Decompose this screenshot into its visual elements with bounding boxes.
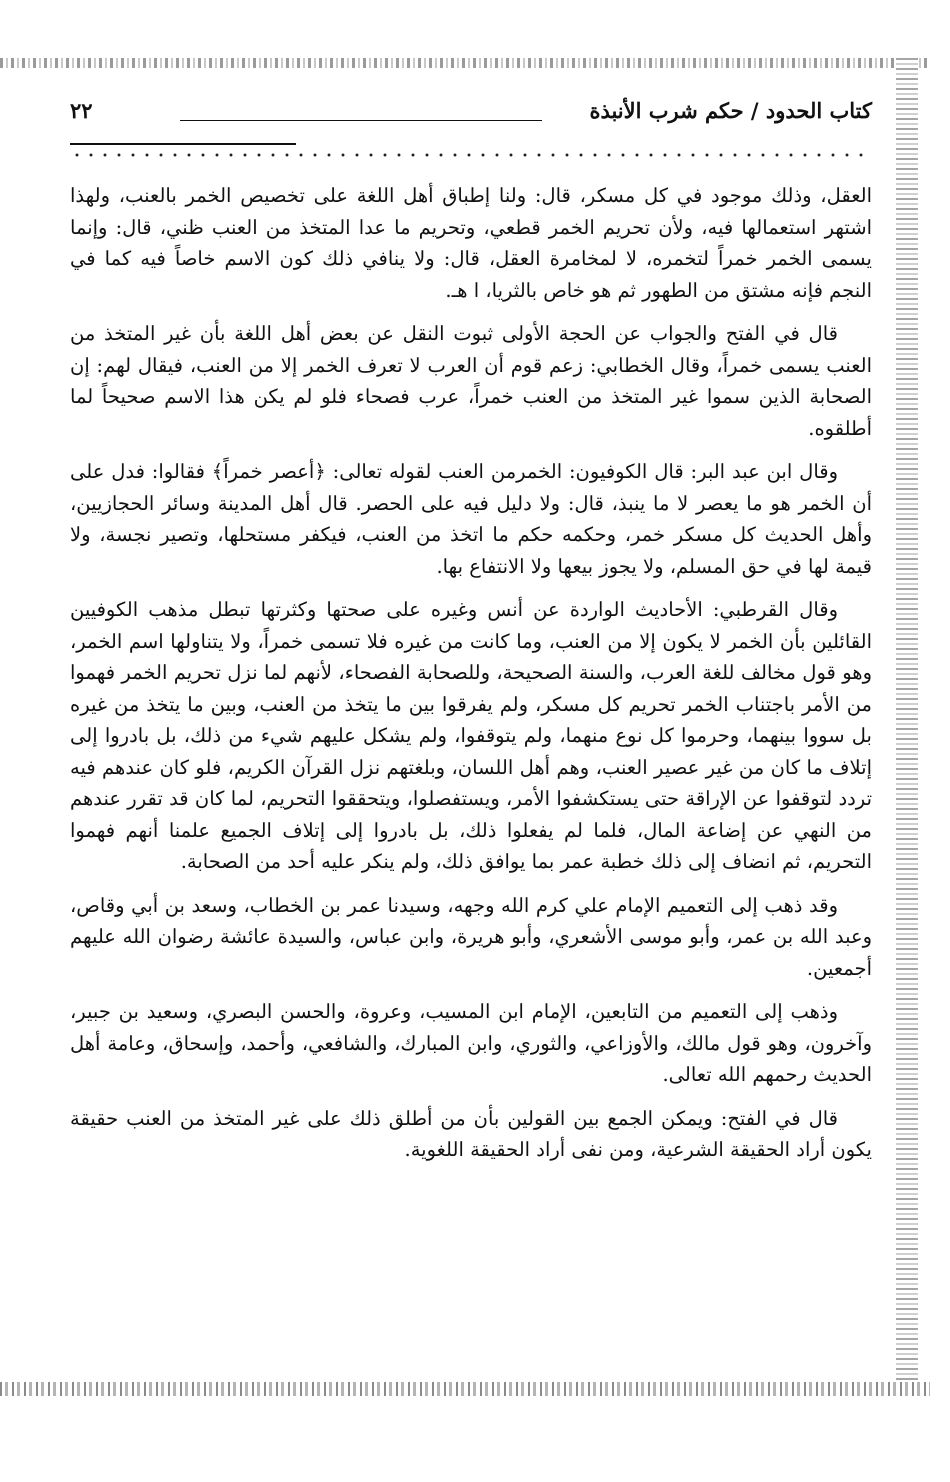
dotted-separator xyxy=(70,150,872,160)
paragraph-4: وقال القرطبي: الأحاديث الواردة عن أنس وغيره على صحتها وكثرتها تبطل مذهب الكوفيين القائلين بأن الخمر لا يكون إلا من العنب، وما كانت من غيره فلا تسمى خمراً، ولا يتناولها اسم الخمر، وهو قول مخالف للغة العرب، والسنة الصحيحة، وللصحابة الفصحاء، لأنهم لما نزل تحريم الخمر فهموا من الأمر باجتناب الخمر تحريم كل مسكر، ولم يفرقوا بين ما يتخذ من العنب، وبين ما يتخذ من غيره بل سووا بينهما، وحرموا كل نوع منهما، ولم يتوقفوا، ولم يشكل عليهم شيء من ذلك، بل بادروا إلى إتلاف ما كان من غير عصير العنب، وهم أهل اللسان، وبلغتهم نزل القرآن الكريم، فلو كان عندهم فيه تردد لتوقفوا عن الإراقة حتى يستكشفوا الأمر، ويستفصلوا، ويتحققوا التحريم، لما كان قد تقرر عندهم من النهي عن إضاعة المال، فلما لم يفعلوا ذلك، بل بادروا إلى إتلاف الجميع علمنا أنهم فهموا التحريم، ثم انضاف إلى ذلك خطبة عمر بما يوافق ذلك، ولم ينكر عليه أحد من الصحابة. xyxy=(70,598,872,873)
paragraph-2: قال في الفتح والجواب عن الحجة الأولى ثبوت النقل عن بعض أهل اللغة بأن غير المتخذ من العنب يسمى خمراً، وقال الخطابي: زعم قوم أن العرب لا تعرف الخمر إلا من العنب، فيقال لهم: إن الصحابة الذين سموا غير المتخذ من العنب خمراً، عرب فصحاء فلو لم يكن هذا الاسم صحيحاً لما أطلقوه. xyxy=(70,322,872,440)
header-underline xyxy=(70,143,296,145)
body-text xyxy=(70,180,872,1178)
header-rule xyxy=(180,120,542,121)
page-number: ٢٢ xyxy=(70,98,93,123)
paragraph-7: قال في الفتح: ويمكن الجمع بين القولين بأن من أطلق ذلك على غير المتخذ من العنب حقيقة يكون أراد الحقيقة الشرعية، ومن نفى أراد الحقيقة اللغوية. xyxy=(70,1106,872,1161)
running-header xyxy=(70,98,872,132)
paragraph-5: وقد ذهب إلى التعميم الإمام علي كرم الله وجهه، وسيدنا عمر بن الخطاب، وسعد بن أبي وقاص، وعبد الله بن عمر، وأبو موسى الأشعري، وأبو هريرة، وابن عباس، والسيدة عائشة رضوان الله عليهم أجمعين. xyxy=(70,893,872,980)
page-border-bottom xyxy=(0,1382,930,1396)
page-border-right xyxy=(896,58,918,1396)
page-border-top xyxy=(0,58,930,68)
paragraph-3: وقال ابن عبد البر: قال الكوفيون: الخمرمن العنب لقوله تعالى: ﴿أعصر خمراً﴾ فقالوا: فدل على أن الخمر هو ما يعصر لا ما ينبذ، قال: ولا دليل فيه على الحصر. قال أهل المدينة وسائر الحجازيين، وأهل الحديث كل مسكر خمر، وحكمه حكم ما اتخذ من العنب، فيكفر مستحلها، وتصير نجسة، ولا قيمة لها في حق المسلم، ولا يجوز بيعها ولا الانتفاع بها. xyxy=(70,460,872,578)
paragraph-1: العقل، وذلك موجود في كل مسكر، قال: ولنا إطباق أهل اللغة على تخصيص الخمر بالعنب، ولهذا اشتهر استعمالها فيه، ولأن تحريم الخمر قطعي، وتحريم ما عدا المتخذ من العنب ظني، قال: وإنما يسمى الخمر خمراً لتخمره، لا لمخامرة العقل، قال: ولا ينافي ذلك كون الاسم خاصاً فيه كما في النجم فإنه مشتق من الطهور ثم هو خاص بالثريا، ا هـ. xyxy=(70,184,872,302)
paragraph-6: وذهب إلى التعميم من التابعين، الإمام ابن المسيب، وعروة، والحسن البصري، وسعيد بن جبير، وآخرون، وهو قول مالك، والأوزاعي، والثوري، وابن المبارك، والشافعي، وأحمد، وإسحاق، وعامة أهل الحديث رحمهم الله تعالى. xyxy=(70,1000,872,1086)
header-title: كتاب الحدود / حكم شرب الأنبذة xyxy=(589,98,872,123)
